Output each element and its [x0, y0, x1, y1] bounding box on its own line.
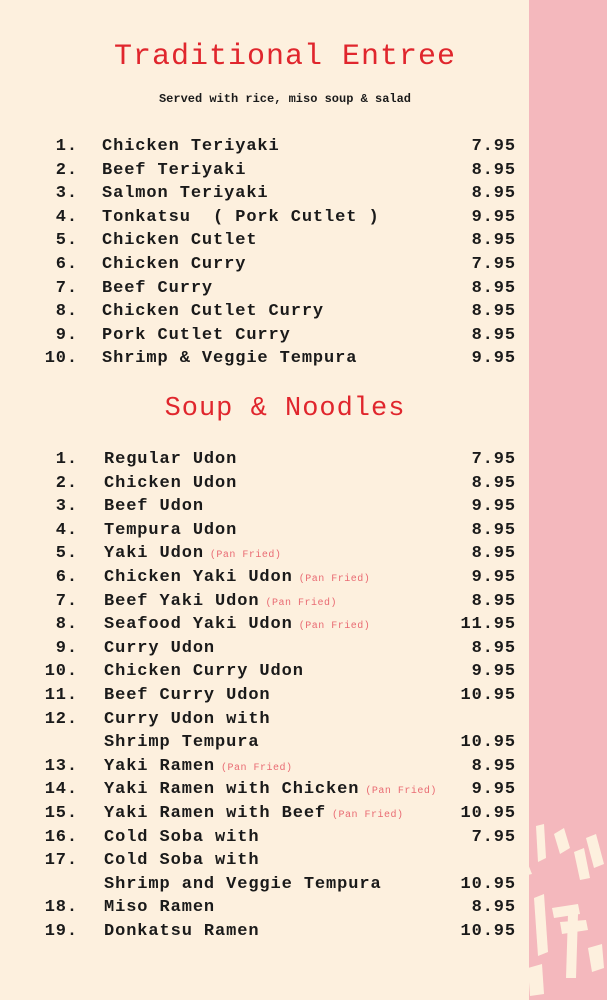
item-name: Chicken Udon [104, 473, 238, 493]
item-name-wrap [104, 778, 437, 804]
item-note: (Pan Fried) [332, 809, 404, 821]
item-price: 8.95 [471, 160, 516, 180]
item-name-wrap [104, 660, 304, 684]
item-name-wrap [104, 448, 237, 472]
menu-item-row [0, 229, 530, 253]
item-name-wrap [104, 495, 204, 519]
item-name: Chicken Curry [102, 254, 247, 274]
item-name-wrap [104, 708, 271, 732]
item-price: 10.95 [460, 874, 516, 894]
menu-item-row [0, 755, 530, 779]
item-number: 1. [55, 137, 78, 156]
item-name-wrap [104, 472, 237, 496]
item-name: Yaki Ramen with Beef [104, 803, 327, 823]
item-name-wrap [104, 755, 293, 781]
menu-item-row [0, 472, 530, 496]
item-number: 19. [44, 921, 78, 941]
menu-item-row [0, 206, 530, 230]
menu-item-row [0, 277, 530, 301]
menu-item-row [0, 542, 530, 566]
section-title-traditional-entree: Traditional Entree [113, 40, 457, 74]
item-note: (Pan Fried) [298, 573, 371, 585]
item-name: Curry Udon with [104, 709, 271, 729]
item-name: Curry Udon [104, 638, 216, 658]
item-name: Shrimp & Veggie Tempura [102, 349, 358, 369]
item-number: 7. [55, 591, 78, 611]
item-name: Beef Teriyaki [102, 160, 247, 180]
menu-item-row [0, 495, 530, 519]
menu-item-row [0, 300, 530, 324]
item-name: Shrimp Tempura [104, 733, 260, 753]
item-number: 9. [55, 325, 78, 345]
menu-item-row [0, 182, 530, 206]
item-name: Seafood Yaki Udon [104, 615, 293, 635]
item-price: 9.95 [471, 662, 516, 682]
menu-item-row [0, 637, 530, 661]
menu-item-row [0, 590, 530, 614]
item-price: 8.95 [471, 898, 516, 918]
menu-item-row [0, 159, 530, 183]
item-price: 7.95 [471, 827, 516, 847]
item-name: Cold Soba with [104, 827, 260, 847]
section-title-soup-noodles: Soup & Noodles [164, 394, 406, 424]
item-name-wrap [104, 826, 259, 850]
menu-item-row [0, 802, 530, 826]
item-name: Salmon Teriyaki [102, 184, 269, 204]
item-name-wrap [104, 920, 259, 944]
menu-item-row [0, 684, 530, 708]
item-name-wrap [102, 159, 246, 183]
item-name: Yaki Ramen with Chicken [104, 780, 360, 800]
item-name: Chicken Teriyaki [102, 137, 280, 156]
section-subtitle: Served with rice, miso soup & salad [158, 92, 412, 106]
item-name: Yaki Ramen [104, 756, 216, 776]
item-number: 4. [55, 207, 78, 227]
item-price: 8.95 [471, 520, 516, 540]
item-price: 9.95 [471, 207, 516, 227]
item-number: 13. [44, 756, 78, 776]
item-price: 8.95 [471, 302, 516, 322]
item-name-wrap [104, 684, 271, 708]
item-number: 8. [55, 302, 78, 322]
menu-item-row [0, 566, 530, 590]
menu-item-row [0, 731, 530, 755]
item-name-wrap [102, 206, 380, 230]
item-price: 9.95 [471, 349, 516, 369]
item-name-wrap [104, 542, 281, 568]
item-name: Beef Curry Udon [104, 685, 271, 705]
item-number: 14. [44, 780, 78, 800]
item-note: (Pan Fried) [221, 762, 293, 774]
menu-item-row [0, 347, 530, 371]
menu-item-row [0, 778, 530, 802]
item-name-wrap [102, 135, 280, 159]
item-number: 11. [44, 685, 78, 705]
menu-item-row [0, 135, 530, 159]
item-name: Donkatsu Ramen [104, 921, 260, 941]
item-name-wrap [104, 566, 370, 592]
item-number: 2. [55, 473, 78, 493]
item-price: 10.95 [460, 803, 516, 823]
item-price: 8.95 [471, 231, 516, 251]
item-price: 8.95 [471, 756, 516, 776]
item-number: 1. [55, 450, 78, 469]
item-name-wrap [102, 300, 324, 324]
item-name-wrap [104, 590, 337, 616]
noodle-list [0, 448, 530, 943]
item-note: (Pan Fried) [365, 786, 437, 798]
item-name: Shrimp and Veggie Tempura [104, 874, 382, 894]
menu-item-row [0, 849, 530, 873]
item-price: 10.95 [460, 921, 516, 941]
item-name-wrap [104, 731, 259, 755]
item-name: Beef Udon [104, 497, 204, 517]
item-name: Regular Udon [104, 450, 238, 469]
menu-item-row [0, 519, 530, 543]
item-number: 3. [55, 497, 78, 517]
item-number: 3. [55, 184, 78, 204]
item-number: 2. [55, 160, 78, 180]
item-name: Chicken Cutlet Curry [102, 302, 325, 322]
item-price: 10.95 [460, 685, 516, 705]
menu-item-row [0, 660, 530, 684]
item-number: 5. [55, 544, 78, 564]
item-name-wrap [102, 253, 246, 277]
item-name: Beef Yaki Udon [104, 591, 260, 611]
item-number: 6. [55, 254, 78, 274]
item-name: Beef Curry [102, 278, 214, 298]
menu-item-row [0, 826, 530, 850]
item-price: 9.95 [471, 497, 516, 517]
item-price: 8.95 [471, 473, 516, 493]
item-price: 7.95 [471, 254, 516, 274]
item-note: (Pan Fried) [265, 597, 337, 609]
item-number: 12. [44, 709, 78, 729]
item-note: (Pan Fried) [298, 621, 371, 633]
item-name: Miso Ramen [104, 898, 216, 918]
menu-item-row [0, 324, 530, 348]
item-price: 8.95 [471, 591, 516, 611]
item-name-wrap [104, 613, 370, 639]
menu-item-row [0, 253, 530, 277]
item-name-wrap [104, 802, 404, 828]
item-number: 10. [44, 662, 78, 682]
item-number: 7. [55, 278, 78, 298]
item-number: 15. [44, 803, 78, 823]
menu-item-row [0, 920, 530, 944]
item-note: (Pan Fried) [209, 550, 282, 562]
item-price: 9.95 [471, 567, 516, 587]
menu-item-row [0, 448, 530, 472]
item-price: 8.95 [471, 544, 516, 564]
item-number: 4. [55, 520, 78, 540]
item-name: Yaki Udon [104, 544, 204, 564]
item-price: 11.95 [460, 615, 516, 635]
item-price: 10.95 [460, 733, 516, 753]
item-number: 16. [44, 827, 78, 847]
item-price: 9.95 [471, 780, 516, 800]
item-name-wrap [102, 229, 257, 253]
item-name: Chicken Yaki Udon [104, 567, 293, 587]
item-name: Tonkatsu ( Pork Cutlet ) [102, 207, 380, 227]
item-name: Chicken Curry Udon [104, 662, 304, 682]
menu-item-row [0, 613, 530, 637]
item-name: Tempura Udon [104, 520, 238, 540]
item-name-wrap [104, 637, 215, 661]
item-number: 18. [44, 898, 78, 918]
item-name-wrap [102, 182, 269, 206]
item-name-wrap [104, 519, 237, 543]
item-number: 17. [44, 851, 78, 871]
item-name-wrap [104, 849, 259, 873]
item-name-wrap [102, 347, 357, 371]
item-price: 7.95 [471, 137, 516, 156]
item-number: 5. [55, 231, 78, 251]
item-name-wrap [102, 324, 291, 348]
item-price: 7.95 [471, 450, 516, 469]
item-name: Chicken Cutlet [102, 231, 258, 251]
item-name: Pork Cutlet Curry [102, 325, 291, 345]
item-number: 10. [44, 349, 78, 369]
menu-item-row [0, 873, 530, 897]
menu-item-row [0, 896, 530, 920]
item-price: 8.95 [471, 325, 516, 345]
item-name-wrap [104, 896, 215, 920]
menu-item-row [0, 708, 530, 732]
entree-list [0, 135, 530, 371]
item-number: 6. [55, 567, 78, 587]
item-name-wrap [104, 873, 382, 897]
item-name: Cold Soba with [104, 851, 260, 871]
item-number: 8. [55, 615, 78, 635]
item-price: 8.95 [471, 278, 516, 298]
item-name-wrap [102, 277, 213, 301]
item-price: 8.95 [471, 184, 516, 204]
item-price: 8.95 [471, 638, 516, 658]
item-number: 9. [55, 638, 78, 658]
